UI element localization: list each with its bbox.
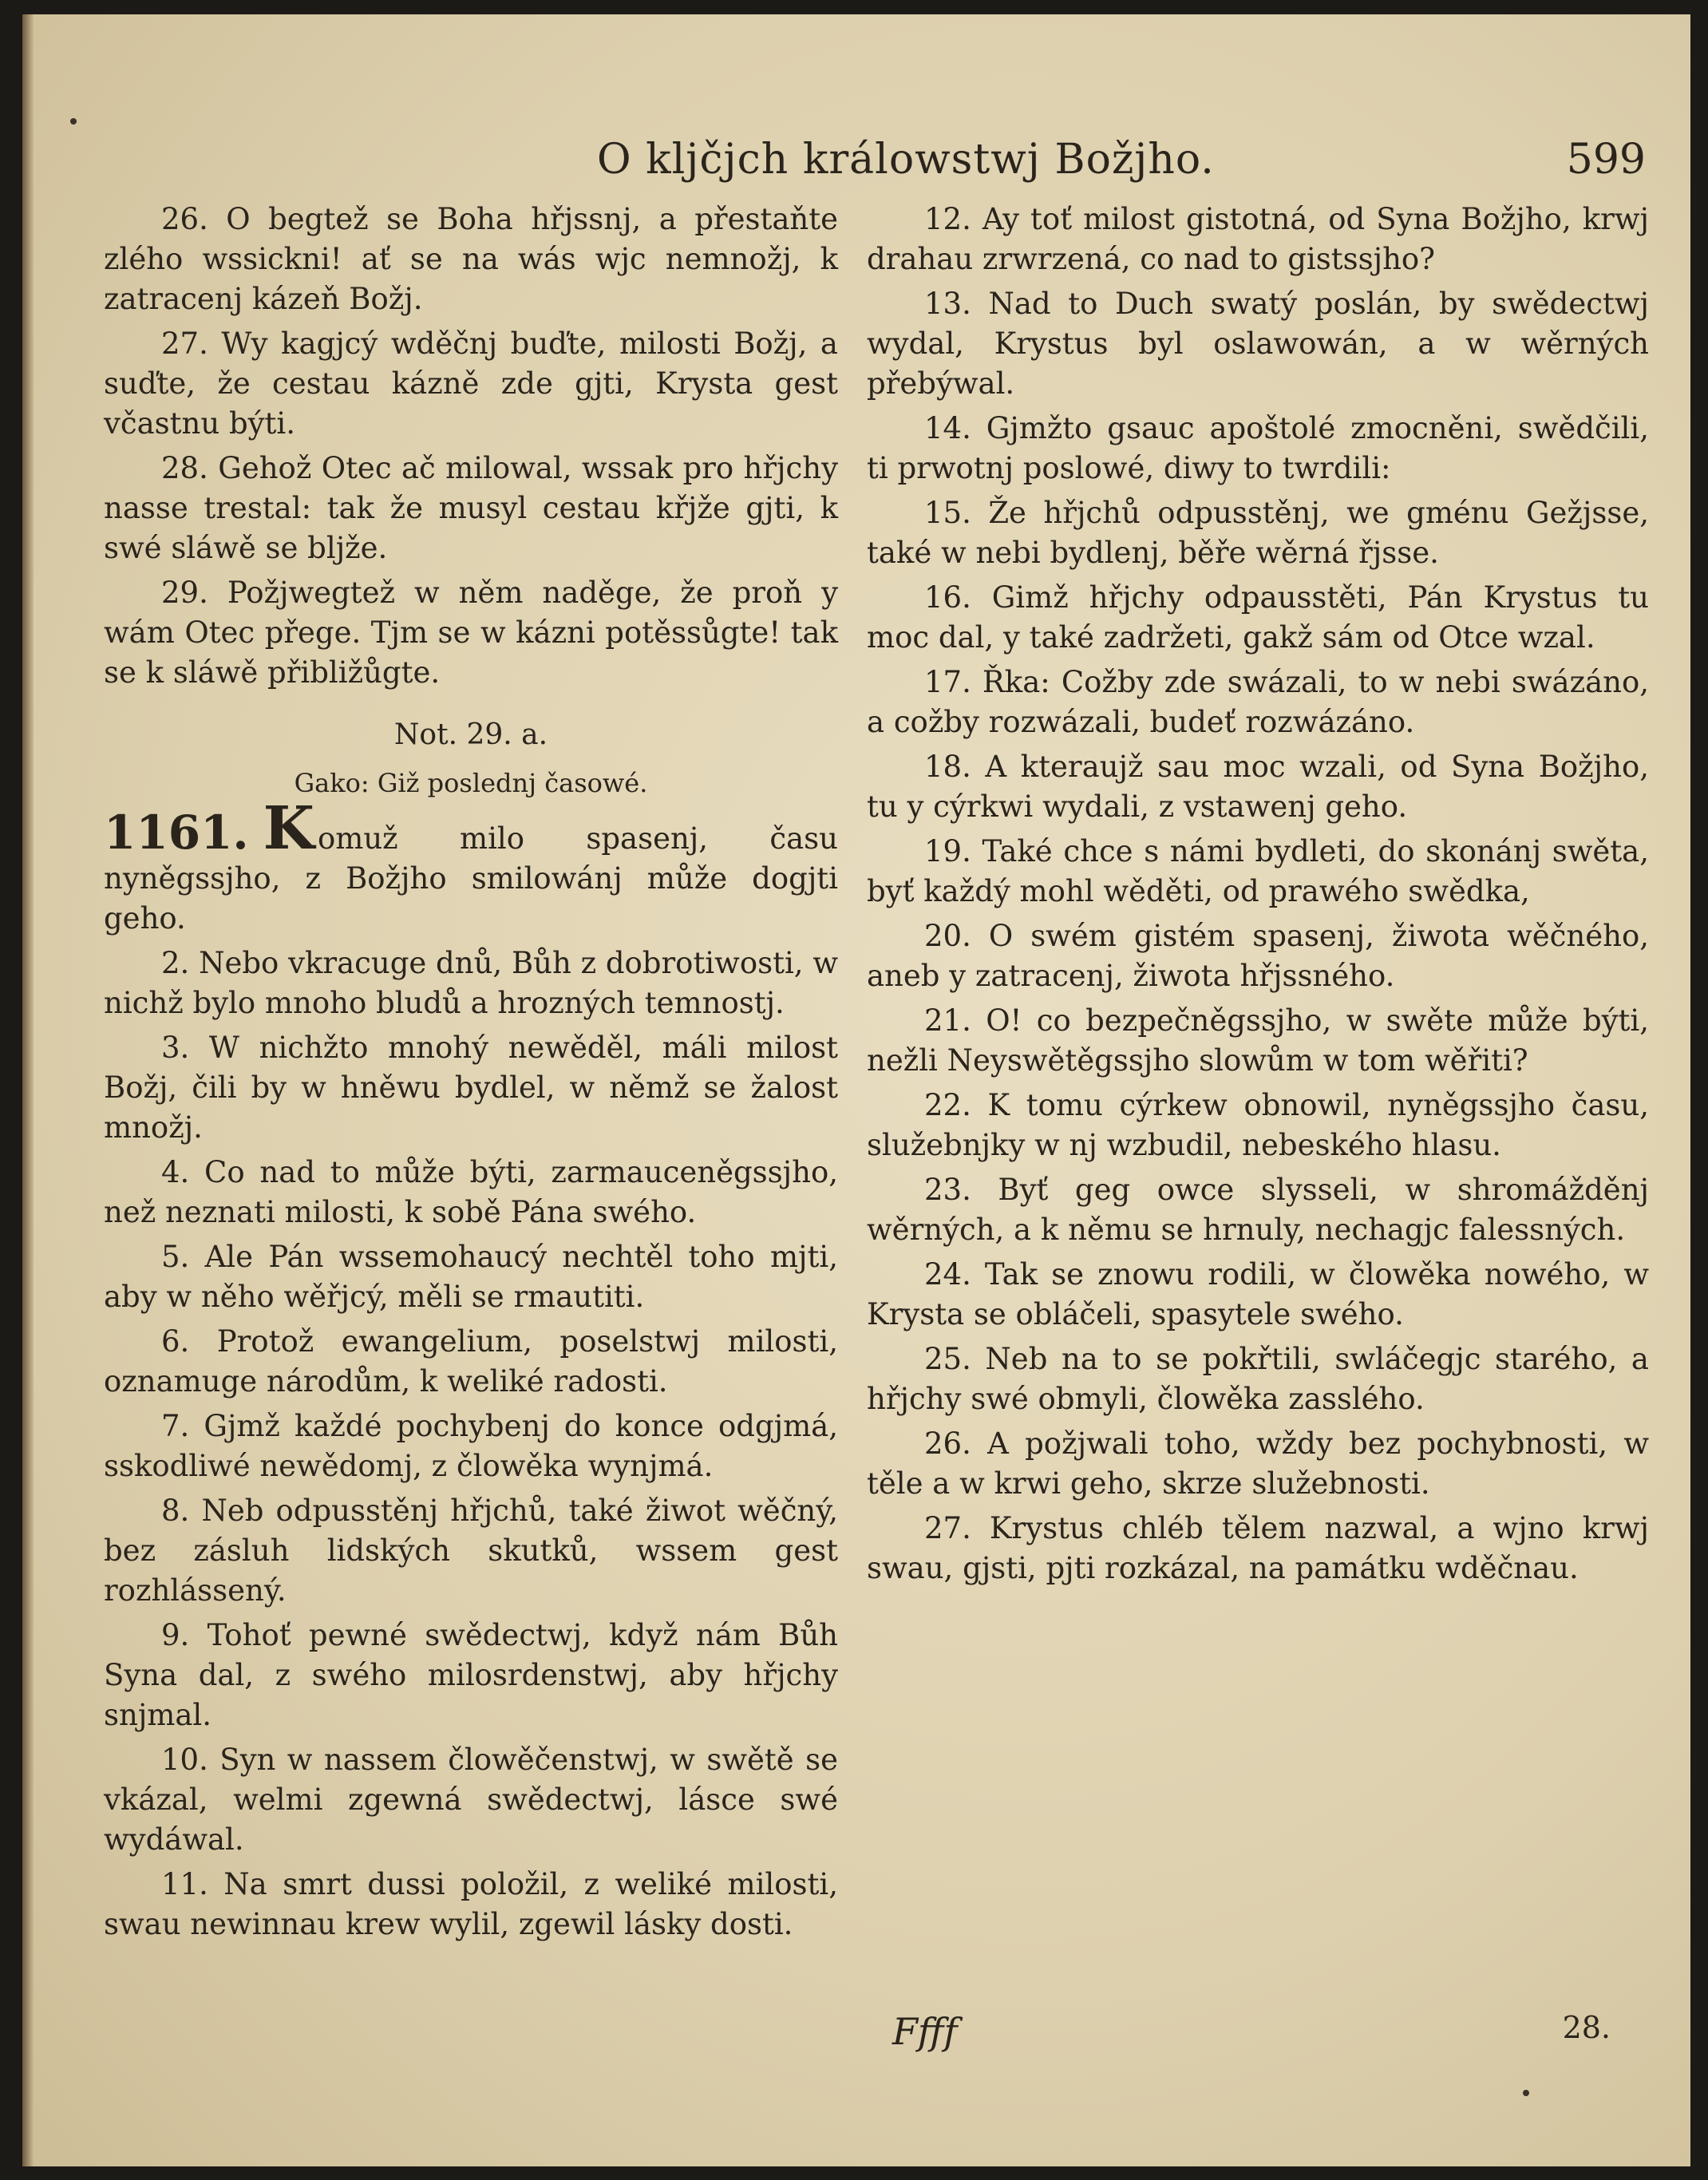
hymn-number: 1161.	[104, 805, 249, 860]
verse: 27. Wy kagjcý wděčnj buďte, milosti Božj, a suďte, že cestau kázně zde gjti, Krysta gest včastnu býti.	[104, 326, 838, 441]
running-header: O kljčjch králowstwj Božjho.	[597, 136, 1215, 184]
verse: 19. Také chce s námi bydleti, do skonánj swěta, byť každý mohl wěděti, od prawého swědka,	[867, 834, 1649, 908]
ink-speck	[70, 118, 77, 125]
page-number: 599	[1566, 136, 1646, 184]
book-page	[22, 14, 1690, 2166]
verse: 14. Gjmžto gsauc apoštolé zmocněni, swědčili, ti prwotnj poslowé, diwy to twrdili:	[867, 411, 1649, 485]
verse: 26. O begtež se Boha hřjssnj, a přestaňte zlého wssickni! ať se na wás wjc nemnožj, k zatracenj kázeň Božj.	[104, 202, 838, 316]
verse: 7. Gjmž každé pochybenj do konce odgjmá, sskodliwé newědomj, z člowěka wynjmá.	[104, 1409, 838, 1483]
verse: 16. Gimž hřjchy odpausstěti, Pán Krystus tu moc dal, y také zadržeti, gakž sám od Otce wzal.	[867, 580, 1649, 655]
verse: 5. Ale Pán wssemohaucý nechtěl toho mjti, aby w něho wěřjcý, měli se rmautiti.	[104, 1240, 838, 1314]
verse: 11. Na smrt dussi položil, z weliké milosti, swau newinnau krew wylil, zgewil lásky dosti.	[104, 1867, 838, 1941]
left-column	[104, 200, 838, 1949]
first-verse-text: omuž milo spasenj, času nyněgssjho, z Božjho smilowánj může dogjti geho.	[104, 821, 838, 936]
verse: 15. Že hřjchů odpusstěnj, we gménu Gežjsse, také w nebi bydlenj, běře wěrná řjsse.	[867, 496, 1649, 570]
verse: 22. K tomu cýrkew obnowil, nyněgssjho času, služebnjky w nj wzbudil, nebeského hlasu.	[867, 1088, 1649, 1162]
verse: 6. Protož ewangelium, poselstwj milosti, oznamuge národům, k weliké radosti.	[104, 1324, 838, 1399]
verse: 4. Co nad to může býti, zarmauceněgssjho, než neznati milosti, k sobě Pána swého.	[104, 1155, 838, 1229]
verse: 2. Nebo vkracuge dnů, Bůh z dobrotiwosti, w nichž bylo mnoho bludů a hrozných temnostj.	[104, 946, 838, 1020]
verse: 12. Ay toť milost gistotná, od Syna Božjho, krwj drahau zrwrzená, co nad to gistssjho?	[867, 202, 1649, 276]
verse: 26. A požjwali toho, wždy bez pochybnosti, w těle a w krwi geho, skrze služebnosti.	[867, 1426, 1649, 1501]
right-column	[867, 200, 1649, 1593]
verse: 3. W nichžto mnohý newěděl, máli milost Božj, čili by w hněwu bydlel, w němž se žalost množj.	[104, 1031, 838, 1145]
ink-speck	[1523, 2090, 1529, 2096]
verse: 8. Neb odpusstěnj hřjchů, také žiwot wěčný, bez zásluh lidských skutků, wssem gest rozhlássený.	[104, 1494, 838, 1608]
book-spine-edge	[22, 14, 34, 2166]
melody-note-subheading: Gako: Giž poslednj časowé.	[294, 768, 648, 798]
melody-note-heading: Not. 29. a.	[393, 718, 548, 751]
verse: 25. Neb na to se pokřtili, swláčegjc starého, a hřjchy swé obmyli, člowěka zasslého.	[867, 1342, 1649, 1416]
verse: 9. Tohoť pewné swědectwj, když nám Bůh Syna dal, z swého milosrdenstwj, aby hřjchy snjmal.	[104, 1618, 838, 1732]
catchword: 28.	[1562, 2010, 1611, 2045]
verse: 27. Krystus chléb tělem nazwal, a wjno krwj swau, gjsti, pjti rozkázal, na památku wděčnau.	[867, 1511, 1649, 1585]
verse: 10. Syn w nassem člowěčenstwj, w swětě se vkázal, welmi zgewná swědectwj, lásce swé wydáwal.	[104, 1743, 838, 1857]
verse: 20. O swém gistém spasenj, žiwota wěčného, aneb y zatracenj, žiwota hřjssného.	[867, 919, 1649, 993]
printer-signature: Ffff	[892, 2010, 958, 2053]
verse: 21. O! co bezpečněgssjho, w swěte může býti, nežli Neyswětěgssjho slowům w tom wěřiti?	[867, 1003, 1649, 1078]
verse: 28. Gehož Otec ač milowal, wssak pro hřjchy nasse trestal: tak že musyl cestau křjže gjti, k swé sláwě se bljže.	[104, 451, 838, 565]
verse: 24. Tak se znowu rodili, w člowěka nowého, w Krysta se obláčeli, spasytele swého.	[867, 1257, 1649, 1331]
verse: 13. Nad to Duch swatý poslán, by swědectwj wydal, Krystus byl oslawowán, a w wěrných přebýwal.	[867, 287, 1649, 401]
verse: 18. A kteraujž sau moc wzali, od Syna Božjho, tu y cýrkwi wydali, z vstawenj geho.	[867, 750, 1649, 824]
hymn-first-verse	[104, 794, 838, 939]
drop-cap: K	[263, 794, 314, 863]
verse: 23. Byť geg owce slysseli, w shromážděnj wěrných, a k němu se hrnuly, nechagjc falessných.	[867, 1173, 1649, 1247]
verse: 29. Požjwegtež w něm naděge, že proň y wám Otec přege. Tjm se w kázni potěssůgte! tak se k sláwě přibližůgte.	[104, 576, 838, 690]
verse: 17. Řka: Cožby zde swázali, to w nebi swázáno, a cožby rozwázali, budeť rozwázáno.	[867, 665, 1649, 739]
